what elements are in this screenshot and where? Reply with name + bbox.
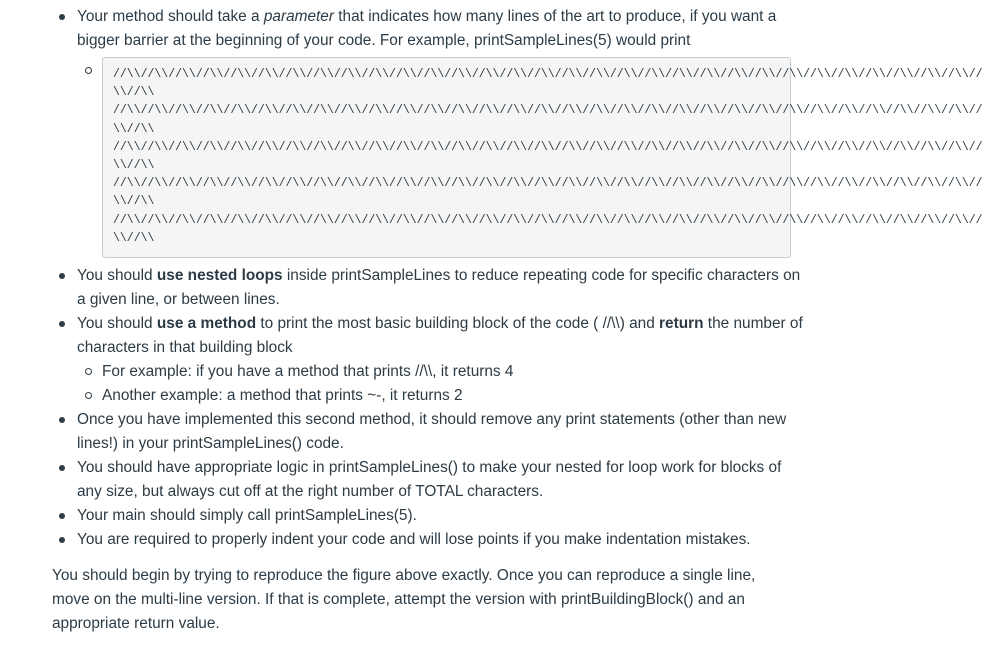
code-line: //\\//\\//\\//\\//\\//\\//\\//\\//\\//\\//\\//\\//\\//\\//\\//\\//\\//\\//\\//\\//\\//\\//\\//\\//\\//\\//\\//\\//\\//\\//\\// (113, 68, 983, 81)
requirements-list (0, 5, 983, 258)
code-example (77, 57, 983, 258)
code-line: //\\//\\//\\//\\//\\//\\//\\//\\//\\//\\//\\//\\//\\//\\//\\//\\//\\//\\//\\//\\//\\//\\//\\//\\//\\//\\//\\//\\//\\//\\//\\// (113, 177, 983, 191)
code-line: //\\//\\//\\//\\//\\//\\//\\//\\//\\//\\//\\//\\//\\//\\//\\//\\//\\//\\//\\//\\//\\//\\//\\//\\//\\//\\//\\//\\//\\//\\//\\// (113, 213, 983, 227)
bullet-icon (59, 513, 65, 519)
requirement-text: Once you have implemented this second method, it should remove any print statements (other than new lines!) in your printSampleLines() code. (77, 411, 787, 452)
requirement-text: You are required to properly indent your code and will lose points if you make indentation mistakes. (77, 531, 751, 548)
code-line: //\\//\\//\\//\\//\\//\\//\\//\\//\\//\\//\\//\\//\\//\\//\\//\\//\\//\\//\\//\\//\\//\\//\\//\\//\\//\\//\\//\\//\\//\\//\\// (113, 104, 983, 118)
bullet-icon (59, 417, 65, 423)
code-line: \\//\\ (113, 86, 155, 100)
list-item (0, 264, 821, 312)
code-line: \\//\\ (113, 122, 155, 136)
code-line: \\//\\ (113, 159, 155, 173)
bullet-icon (59, 14, 65, 20)
requirement-text: Your main should simply call printSampleLines(5). (77, 507, 417, 524)
code-line: \\//\\ (113, 231, 155, 245)
list-item: For example: if you have a method that prints //\\, it returns 4 (77, 360, 807, 384)
requirement-text: You should use nested loops inside printSampleLines to reduce repeating code for specific characters on a given line, or between lines. (77, 267, 801, 308)
list-item (0, 528, 821, 552)
code-block (102, 57, 983, 258)
list-item (0, 504, 821, 528)
code-line: \\//\\ (113, 195, 155, 209)
circle-bullet-icon (85, 392, 92, 399)
requirement-text: You should have appropriate logic in printSampleLines() to make your nested for loop work for blocks of any size, but always cut off at the right number of TOTAL characters. (77, 459, 782, 500)
code-line: //\\//\\//\\//\\//\\//\\//\\//\\//\\//\\//\\//\\//\\//\\//\\//\\//\\//\\//\\//\\//\\//\\//\\//\\//\\//\\//\\//\\//\\//\\//\\// (113, 140, 983, 154)
closing-paragraph: You should begin by trying to reproduce the figure above exactly. Once you can reproduce a single line, move on the multi-line version. If that is complete, attempt the version with printBuildingBlock() and an appropriate return value. (52, 567, 756, 632)
list-item (0, 5, 983, 258)
bullet-icon (59, 273, 65, 279)
examples-list (77, 360, 807, 408)
circle-bullet-icon (85, 67, 92, 74)
circle-bullet-icon (85, 368, 92, 375)
list-item (0, 456, 821, 504)
bullet-icon (59, 321, 65, 327)
requirement-text: Your method should take a parameter that indicates how many lines of the art to produce, if you want a bigger barrier at the beginning of your code. For example, printSampleLines(5) would print (77, 8, 777, 49)
list-item (0, 408, 821, 456)
requirements-list-continued (0, 264, 821, 552)
requirement-text: You should use a method to print the most basic building block of the code ( //\\) and return the number of characters in that building block (77, 315, 803, 356)
list-item: Another example: a method that prints ~-, it returns 2 (77, 384, 807, 408)
list-item (0, 312, 821, 408)
bullet-icon (59, 537, 65, 543)
bullet-icon (59, 465, 65, 471)
